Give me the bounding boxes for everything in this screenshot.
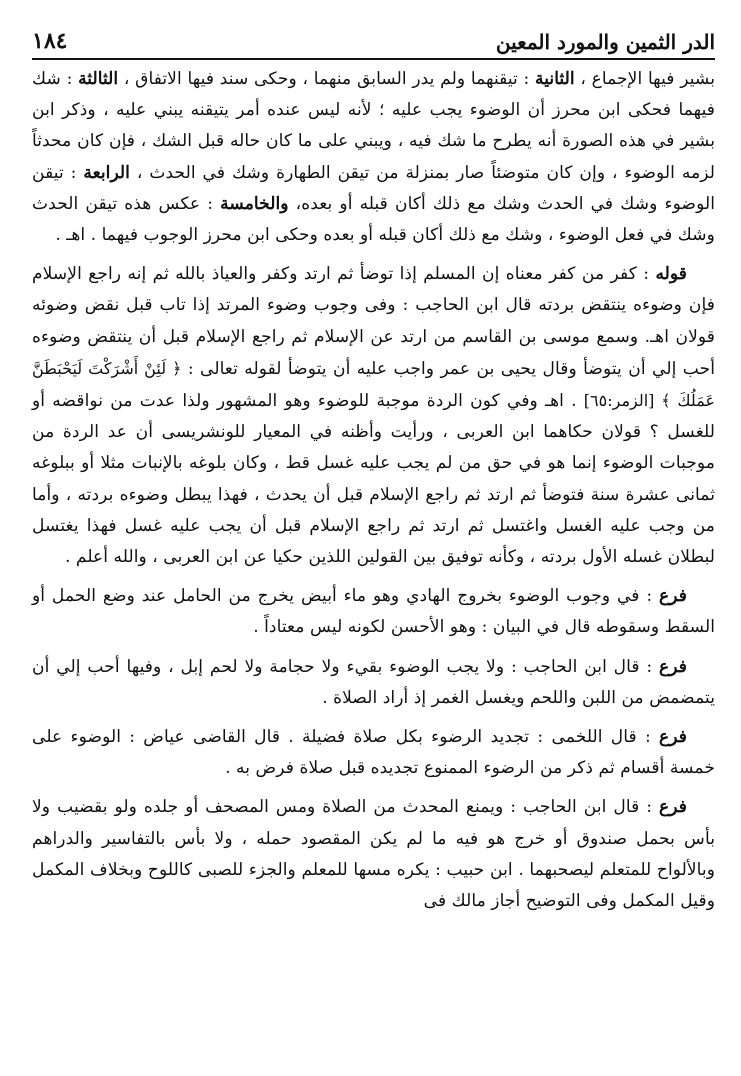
- paragraph-branch-4: [32, 792, 715, 917]
- label-fourth: الرابعة: [83, 162, 130, 183]
- paragraph-text: : عكس هذه تيقن الحدث وشك في فعل الوضوء ، وشك مع ذلك أكان قبله أو بعده وحكى ابن محرز الوجوب فيهما . اهـ .: [32, 193, 715, 246]
- label-second: الثانية: [535, 69, 575, 89]
- paragraph-conditions: [32, 64, 715, 251]
- book-page: [32, 24, 715, 1076]
- quran-verse: ﴿ لَئِنْ أَشْرَكْتَ لَيَحْبَطَنَّ عَمَلُكَ ﴾: [32, 358, 715, 411]
- paragraph-branch-3: [32, 722, 715, 784]
- paragraph-branch-2: [32, 652, 715, 714]
- paragraph-text: : تيقن الوضوء وشك في الحدث وشك مع ذلك أكان قبله أو بعده،: [32, 162, 715, 214]
- label-far: فرع: [659, 797, 687, 818]
- page-body: [32, 64, 715, 917]
- label-third: الثالثة: [78, 69, 119, 89]
- paragraph-apostasy: [32, 259, 715, 573]
- paragraph-text: : قال ابن الحاجب : ويمنع المحدث من الصلاة ومس المصحف أو جلده ولو بقضيب ولا بأس بحمل صندوق أو خرج هو فيه ما لم يكن المقصود حمله ، ولا بأس بالتفاسير والدراهم وبالألواح للمتعلم ليصحبهما . ابن حبيب : يكره مسها للمعلم والجزء للصبى كاللوح وبخلاف المكمل وقيل المكمل وفى التوضيح أجاز مالك فى: [32, 797, 715, 912]
- paragraph-branch-1: [32, 581, 715, 643]
- paragraph-text: : تيقنهما ولم يدر السابق منهما ، وحكى سند فيها الاتفاق ،: [118, 69, 536, 89]
- label-qawluhu: قوله: [655, 264, 687, 285]
- paragraph-text: : قال ابن الحاجب : ولا يجب الوضوء بقيء ولا حجامة ولا لحم إبل ، وفيها أحب إلي أن يتمضمض من اللبن واللحم ويغسل الغمر إذ أراد الصلاة .: [32, 656, 715, 708]
- page-number: ١٨٤: [32, 28, 68, 54]
- label-far: فرع: [659, 727, 687, 748]
- label-fifth: والخامسة: [220, 193, 289, 214]
- label-far: فرع: [659, 586, 687, 607]
- verse-reference: [الزمر:٦٥]: [583, 391, 662, 411]
- paragraph-text: بشير فيها الإجماع ،: [574, 69, 715, 89]
- paragraph-text: : في وجوب الوضوء بخروج الهادي وهو ماء أبيض يخرج من الحامل عند وضع الحمل أو السقط وسقوطه قال في البيان : وهو الأحسن لكونه ليس معتاداً .: [32, 586, 715, 638]
- paragraph-text: : قال اللخمى : تجديد الرضوء بكل صلاة فضيلة . قال القاضى عياض : الوضوء على خمسة أقسام ثم ذكر من الرضوء الممنوع تجديده قبل صلاة فرض به .: [32, 727, 715, 779]
- paragraph-text: : شك فيهما فحكى ابن محرز أن الوضوء يجب عليه ؛ لأنه ليس عنده أمر يتيقنه يبني عليه ، وذكر ابن بشير في هذه الصورة أنه يطرح ما شك فيه ، ويبني على ما كان حاله قبل الشك ، فإن كان محدثاً لزمه الوضوء ، وإن كان متوضئاً صار بمنزلة من تيقن الطهارة وشك في الحدث ،: [32, 69, 715, 183]
- paragraph-text: . اهـ وفي كون الردة موجبة للوضوء وهو المشهور ولذا عدت من نواقضه أو للغسل ؟ قولان حكاهما ابن العربى ، ورأيت وأظنه في المعيار للونشريسى أن عد الردة من موجبات الوضوء إنما هو في حق من لم يجب عليه غسل قط ، وكان بلوغه بالإنبات مثلا أو ببلوغه ثمانى عشرة سنة فتوضأ ثم ارتد ثم راجع الإسلام قبل أن يحدث ، فهذا يبطل وضوءه بردته ، وأما من وجب عليه الغسل واغتسل ثم ارتد ثم راجع الإسلام قبل أن يجب عليه غسل فهذا يغتسل لبطلان غسله الأول بردته ، وكأنه توفيق بين القولين اللذين حكيا عن ابن العربى ، والله أعلم .: [32, 391, 715, 568]
- page-header: [32, 24, 715, 60]
- paragraph-text: : كفر من كفر معناه إن المسلم إذا توضأ ثم ارتد وكفر والعياذ بالله ثم إنه راجع الإسلام فإن وضوءه ينتقض بردته قال ابن الحاجب : وفى وجوب وضوء المرتد إذا تاب قبل نقض وضوئه قولان اهـ. وسمع موسى بن القاسم من ارتد عن الإسلام ثم راجع الإسلام قبل أن ينتقض وضوءه أحب إلي أن يتوضأ وقال يحيى بن عمر واجب عليه أن يتوضأ لقوله تعالى :: [32, 264, 716, 379]
- book-title: الدر الثمين والمورد المعين: [495, 30, 715, 54]
- label-far: فرع: [659, 656, 687, 677]
